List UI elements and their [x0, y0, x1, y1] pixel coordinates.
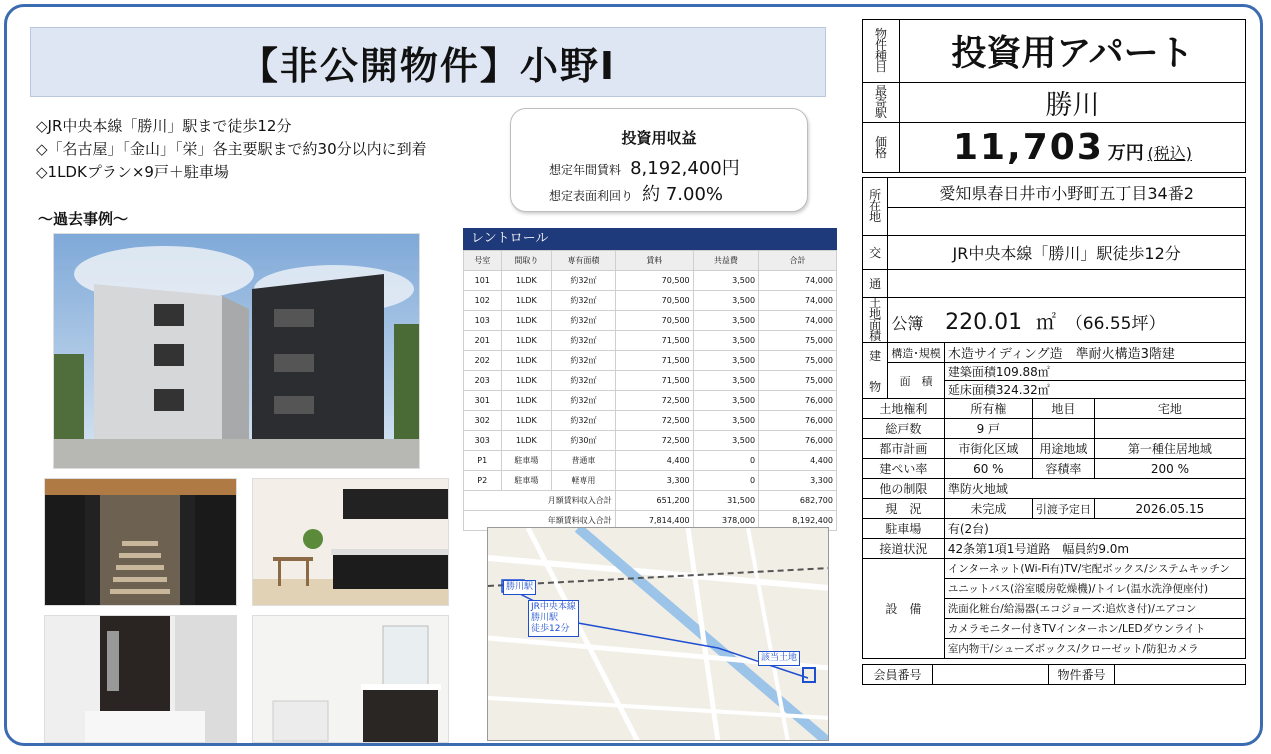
- monthly-total-row: [464, 491, 837, 511]
- feature-item: ◇JR中央本線「勝川」駅まで徒歩12分: [36, 117, 292, 135]
- table-cell: 103: [464, 311, 502, 331]
- table-cell: 302: [464, 411, 502, 431]
- table-cell: 約32㎡: [552, 271, 616, 291]
- rent-roll-table: [463, 250, 837, 531]
- access-label: 交: [863, 236, 888, 270]
- feature-item: ◇「名古屋」「金山」「栄」各主要駅まで約30分以内に到着: [36, 140, 427, 158]
- land-area-unit: ㎡: [1035, 309, 1056, 334]
- table-cell: 303: [464, 431, 502, 451]
- table-cell: 72,500: [615, 431, 693, 451]
- spec-detail-table: [862, 177, 1246, 659]
- table-row: [464, 291, 837, 311]
- table-cell: 76,000: [759, 431, 837, 451]
- equipment-item: カメラモニター付きTVインターホン/LEDダウンライト: [944, 619, 1245, 639]
- land-right-value: 所有権: [944, 399, 1032, 419]
- yield-value: 約 7.00%: [642, 184, 724, 205]
- table-cell: 203: [464, 371, 502, 391]
- equipment-label: 設 備: [863, 559, 945, 659]
- land-tsubo: （66.55坪）: [1065, 313, 1166, 334]
- feature-item: ◇1LDKプラン×9戸＋駐車場: [36, 163, 229, 181]
- chimoku-value: 宅地: [1094, 399, 1245, 419]
- table-cell: 102: [464, 291, 502, 311]
- map-station-label: 勝川駅: [503, 580, 536, 595]
- status-value: 未完成: [944, 499, 1032, 519]
- zoning-label: 用途地域: [1032, 439, 1094, 459]
- past-examples-heading: ～過去事例～: [38, 210, 129, 228]
- table-cell: 3,500: [693, 391, 758, 411]
- building-area-value: 建築面積109.88㎡: [944, 363, 1245, 381]
- price-value-cell: [900, 123, 1246, 173]
- table-cell: 70,500: [615, 271, 693, 291]
- column-header: 専有面積: [552, 251, 616, 271]
- table-cell: 3,500: [693, 431, 758, 451]
- empty-cell: [1094, 419, 1245, 439]
- table-cell: 74,000: [759, 271, 837, 291]
- table-cell: 70,500: [615, 291, 693, 311]
- yield-label: 想定表面利回り: [549, 189, 634, 203]
- table-cell: 202: [464, 351, 502, 371]
- table-cell: 約32㎡: [552, 371, 616, 391]
- total-cell: 682,700: [759, 491, 837, 511]
- table-cell: 約32㎡: [552, 311, 616, 331]
- table-cell: 駐車場: [501, 471, 552, 491]
- table-cell: 4,400: [759, 451, 837, 471]
- bcr-value: 60 %: [944, 459, 1032, 479]
- road-value: 42条第1項1号道路 幅員約9.0m: [944, 539, 1245, 559]
- total-cell: 378,000: [693, 511, 758, 531]
- address-value: 愛知県春日井市小野町五丁目34番2: [888, 178, 1246, 208]
- table-row: [464, 351, 837, 371]
- parking-value: 有(2台): [944, 519, 1245, 539]
- parking-label: 駐車場: [863, 519, 945, 539]
- address-extra: [888, 208, 1246, 236]
- area-label: 面 積: [888, 363, 945, 399]
- column-header: 共益費: [693, 251, 758, 271]
- equipment-item: 室内物干/シューズボックス/クローゼット/防犯カメラ: [944, 639, 1245, 659]
- far-value: 200 %: [1094, 459, 1245, 479]
- rent-roll-title: レントロール: [463, 228, 837, 250]
- land-area-label: 土地 面積: [863, 298, 888, 343]
- map-route-label: JR中央本線 勝川駅 徒歩12分: [528, 600, 579, 637]
- property-spec-panel: [862, 19, 1246, 685]
- table-cell: 101: [464, 271, 502, 291]
- nearest-station-value: 勝川: [900, 83, 1246, 123]
- land-area-value: 220.01: [945, 309, 1023, 335]
- table-cell: 4,400: [615, 451, 693, 471]
- price-value: 11,703: [952, 127, 1104, 168]
- column-header: 合計: [759, 251, 837, 271]
- table-cell: 76,000: [759, 391, 837, 411]
- table-cell: P2: [464, 471, 502, 491]
- property-number-value: [1115, 665, 1246, 685]
- table-cell: 3,500: [693, 411, 758, 431]
- other-restriction-value: 準防火地域: [944, 479, 1245, 499]
- entrance-photo: [44, 478, 237, 606]
- table-cell: 軽専用: [552, 471, 616, 491]
- table-row: [464, 431, 837, 451]
- nearest-station-label: 最 寄 駅: [863, 83, 900, 123]
- table-cell: 71,500: [615, 351, 693, 371]
- table-cell: 1LDK: [501, 431, 552, 451]
- units-label: 総戸数: [863, 419, 945, 439]
- table-cell: 1LDK: [501, 311, 552, 331]
- member-number-label: 会員番号: [863, 665, 933, 685]
- property-number-label: 物件番号: [1049, 665, 1115, 685]
- page-title: 【非公開物件】小野Ⅰ: [30, 27, 826, 97]
- table-cell: 3,500: [693, 331, 758, 351]
- total-cell: 651,200: [615, 491, 693, 511]
- table-cell: 75,000: [759, 331, 837, 351]
- table-row: [464, 271, 837, 291]
- living-kitchen-photo: [252, 478, 449, 606]
- column-header: 号室: [464, 251, 502, 271]
- column-header: 賃料: [615, 251, 693, 271]
- structure-value: 木造サイディング造 準耐火構造3階建: [944, 343, 1245, 363]
- table-cell: 約32㎡: [552, 331, 616, 351]
- table-cell: 普通車: [552, 451, 616, 471]
- member-number-value: [933, 665, 1049, 685]
- table-cell: 76,000: [759, 411, 837, 431]
- table-row: [464, 391, 837, 411]
- table-cell: 70,500: [615, 311, 693, 331]
- table-cell: 1LDK: [501, 331, 552, 351]
- spec-footer-table: [862, 664, 1246, 685]
- table-row: [464, 371, 837, 391]
- table-row: [464, 311, 837, 331]
- annual-rent-row: [549, 154, 740, 180]
- price-unit: 万円: [1107, 143, 1144, 164]
- type-value: 投資用アパート: [900, 20, 1246, 83]
- table-cell: 3,500: [693, 291, 758, 311]
- table-cell: 74,000: [759, 291, 837, 311]
- address-label: 所 在 地: [863, 178, 888, 236]
- access-label-2: 通: [863, 270, 888, 298]
- table-cell: 約32㎡: [552, 351, 616, 371]
- table-cell: 0: [693, 471, 758, 491]
- table-cell: 約30㎡: [552, 431, 616, 451]
- table-row: [464, 451, 837, 471]
- rent-roll: [463, 228, 837, 531]
- equipment-item: インターネット(Wi-Fi有)TV/宅配ボックス/システムキッチン: [944, 559, 1245, 579]
- table-cell: 1LDK: [501, 411, 552, 431]
- empty-cell: [1032, 419, 1094, 439]
- table-cell: 72,500: [615, 391, 693, 411]
- table-cell: 71,500: [615, 331, 693, 351]
- city-plan-label: 都市計画: [863, 439, 945, 459]
- table-cell: 1LDK: [501, 371, 552, 391]
- access-value: JR中央本線「勝川」駅徒歩12分: [888, 236, 1246, 270]
- table-cell: 1LDK: [501, 351, 552, 371]
- column-header: 間取り: [501, 251, 552, 271]
- bcr-label: 建ぺい率: [863, 459, 945, 479]
- table-cell: 3,500: [693, 351, 758, 371]
- structure-label: 構造･規模: [888, 343, 945, 363]
- table-cell: 約32㎡: [552, 411, 616, 431]
- type-label: 物 件 種 目: [863, 20, 900, 83]
- table-cell: 0: [693, 451, 758, 471]
- table-cell: 201: [464, 331, 502, 351]
- table-cell: 301: [464, 391, 502, 411]
- access-extra: [888, 270, 1246, 298]
- price-label: 価 格: [863, 123, 900, 173]
- chimoku-label: 地目: [1032, 399, 1094, 419]
- status-label: 現 況: [863, 499, 945, 519]
- table-row: [464, 411, 837, 431]
- table-cell: 3,500: [693, 371, 758, 391]
- table-cell: 72,500: [615, 411, 693, 431]
- table-cell: 1LDK: [501, 291, 552, 311]
- land-type: 公簿: [891, 313, 924, 333]
- price-tax: (税込): [1147, 144, 1193, 163]
- location-map: [487, 527, 829, 741]
- washroom-photo: [252, 615, 449, 743]
- table-cell: 3,300: [615, 471, 693, 491]
- handover-label: 引渡予定日: [1032, 499, 1094, 519]
- annual-rent-label: 想定年間賃料: [549, 163, 622, 177]
- building-exterior-photo: [53, 233, 420, 469]
- feature-list: [36, 115, 427, 184]
- total-cell: 31,500: [693, 491, 758, 511]
- table-row: [464, 471, 837, 491]
- table-cell: 1LDK: [501, 271, 552, 291]
- floor-area-value: 延床面積324.32㎡: [944, 381, 1245, 399]
- spec-header-table: [862, 19, 1246, 173]
- table-cell: 3,500: [693, 271, 758, 291]
- total-cell: 7,814,400: [615, 511, 693, 531]
- income-box: [510, 108, 808, 212]
- building-label: 建 物: [863, 343, 888, 399]
- land-area-cell: [888, 298, 1246, 343]
- bathroom-photo: [44, 615, 237, 743]
- table-cell: 約32㎡: [552, 391, 616, 411]
- monthly-total-label: 月額賃料収入合計: [464, 491, 616, 511]
- handover-value: 2026.05.15: [1094, 499, 1245, 519]
- table-cell: P1: [464, 451, 502, 471]
- table-cell: 3,300: [759, 471, 837, 491]
- table-header-row: [464, 251, 837, 271]
- map-site-label: 該当土地: [758, 651, 800, 666]
- table-cell: 74,000: [759, 311, 837, 331]
- equipment-item: 洗面化粧台/給湯器(エコジョーズ:追炊き付)/エアコン: [944, 599, 1245, 619]
- table-row: [464, 331, 837, 351]
- income-title: 投資用収益: [621, 129, 697, 147]
- equipment-item: ユニットバス(浴室暖房乾燥機)/トイレ(温水洗浄便座付): [944, 579, 1245, 599]
- city-plan-value: 市街化区域: [944, 439, 1032, 459]
- table-cell: 75,000: [759, 371, 837, 391]
- far-label: 容積率: [1032, 459, 1094, 479]
- total-cell: 8,192,400: [759, 511, 837, 531]
- yield-row: [549, 180, 723, 206]
- zoning-value: 第一種住居地域: [1094, 439, 1245, 459]
- road-label: 接道状況: [863, 539, 945, 559]
- other-restriction-label: 他の制限: [863, 479, 945, 499]
- table-cell: 1LDK: [501, 391, 552, 411]
- table-cell: 約32㎡: [552, 291, 616, 311]
- table-cell: 駐車場: [501, 451, 552, 471]
- annual-rent-value: 8,192,400円: [630, 158, 740, 179]
- land-right-label: 土地権利: [863, 399, 945, 419]
- table-cell: 71,500: [615, 371, 693, 391]
- annual-total-label: 年額賃料収入合計: [464, 511, 616, 531]
- table-cell: 75,000: [759, 351, 837, 371]
- table-cell: 3,500: [693, 311, 758, 331]
- units-value: 9 戸: [944, 419, 1032, 439]
